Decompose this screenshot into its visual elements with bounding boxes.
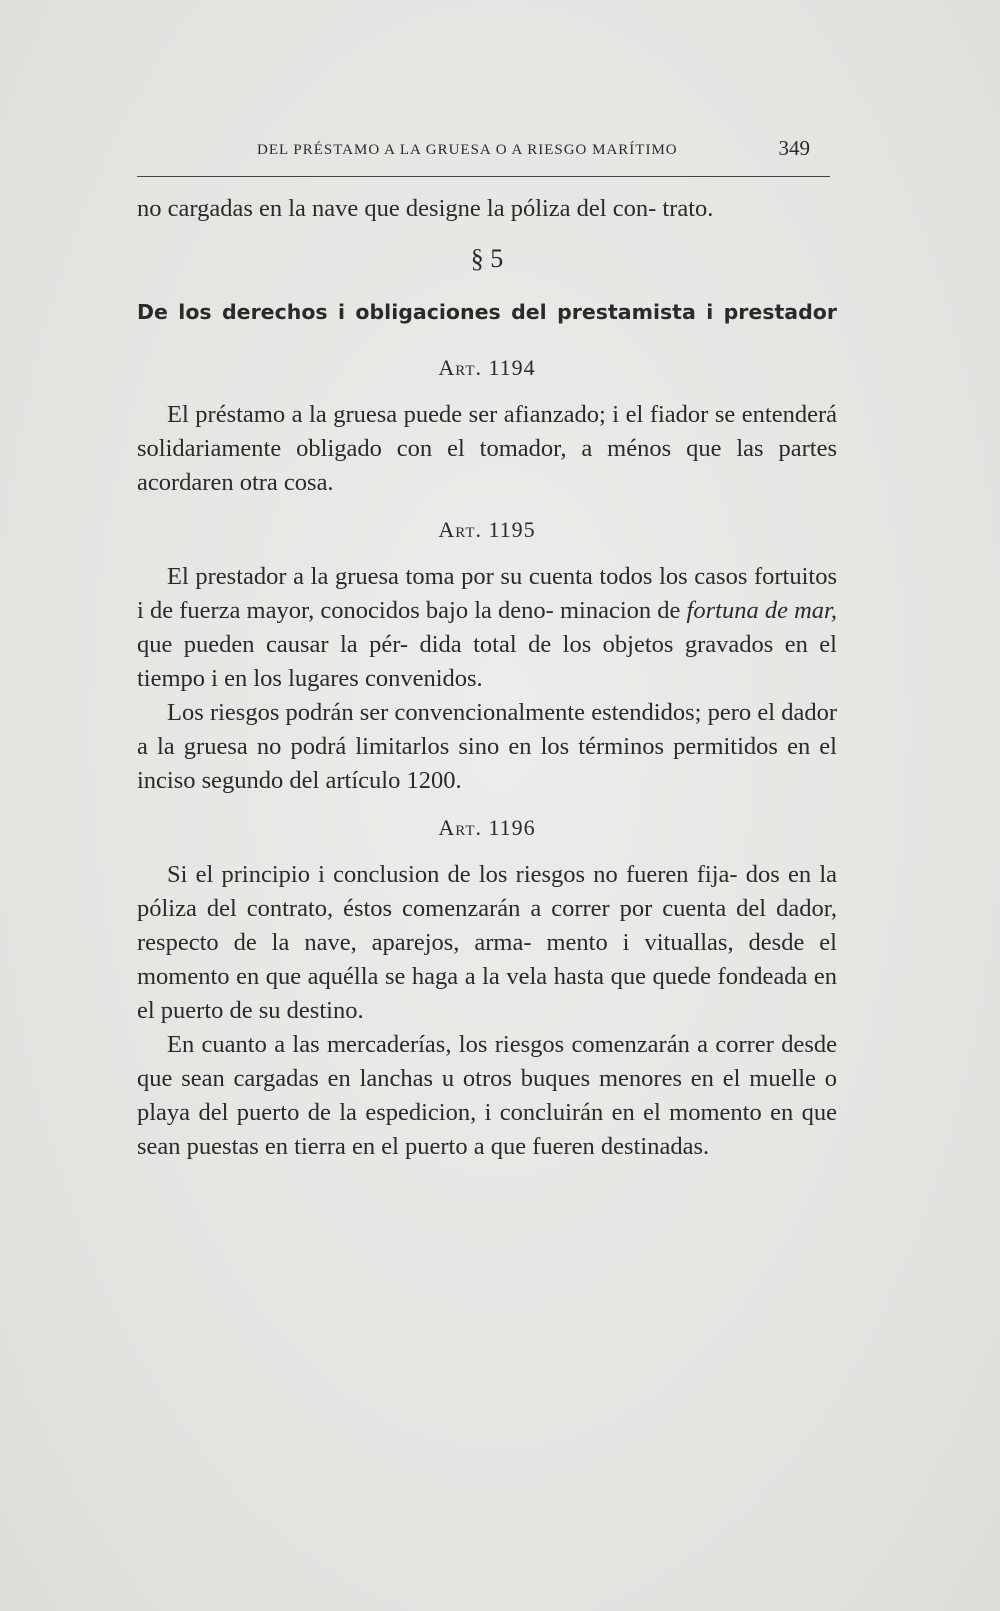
text-run: que pueden causar la pér- dida total de los objetos gravados en el tiempo i en los lugares convenidos. — [137, 631, 837, 692]
running-title: DEL PRÉSTAMO A LA GRUESA O A RIESGO MARÍTIMO — [257, 142, 678, 158]
text-run: El prestador a la gruesa toma por su cuenta todos los casos fortuitos i de fuerza mayor, conocidos bajo la deno- minacion de — [137, 563, 837, 624]
article-1196-paragraph-1: Si el principio i conclusion de los riesgos no fueren fija- dos en la póliza del contrato, éstos comenzarán a correr por cuenta del dador, respecto de la nave, aparejos, arma- mento i vituallas, desde el momento en que aquélla se haga a la vela hasta que quede fondeada en el puerto de su destino. — [137, 861, 837, 1024]
article-heading-1196 — [137, 798, 837, 858]
article-number: 1196 — [488, 815, 536, 840]
section-heading: De los derechos i obligaciones del prestamista i prestador — [137, 300, 837, 324]
article-label: Art. — [438, 355, 482, 380]
page-number: 349 — [778, 136, 810, 160]
section-mark: § 5 — [470, 244, 504, 273]
article-1194-paragraph: El préstamo a la gruesa puede ser afianzado; i el fiador se entenderá solidariamente obligado con el tomador, a ménos que las partes acordaren otra cosa. — [137, 401, 837, 496]
article-number: 1195 — [488, 517, 536, 542]
italic-term: fortuna de mar, — [686, 597, 837, 624]
article-number: 1194 — [488, 355, 536, 380]
body-text — [137, 192, 837, 1164]
article-heading-1195 — [137, 500, 837, 560]
article-label: Art. — [438, 815, 482, 840]
article-heading-1194 — [137, 338, 837, 398]
article-1196-paragraph-2: En cuanto a las mercaderías, los riesgos comenzarán a correr desde que sean cargadas en lanchas u otros buques menores en el muelle o playa del puerto de la espedicion, i concluirán en el momento en que sean puestas en tierra en el puerto a que fueren destinadas. — [137, 1031, 837, 1160]
running-head — [137, 136, 830, 177]
article-1195-paragraph-1 — [137, 560, 837, 696]
article-label: Art. — [438, 517, 482, 542]
continuation-paragraph: no cargadas en la nave que designe la póliza del con- trato. — [137, 195, 714, 222]
article-1195-paragraph-2: Los riesgos podrán ser convencionalmente estendidos; pero el dador a la gruesa no podrá limitarlos sino en los términos permitidos en el inciso segundo del artículo 1200. — [137, 699, 837, 794]
